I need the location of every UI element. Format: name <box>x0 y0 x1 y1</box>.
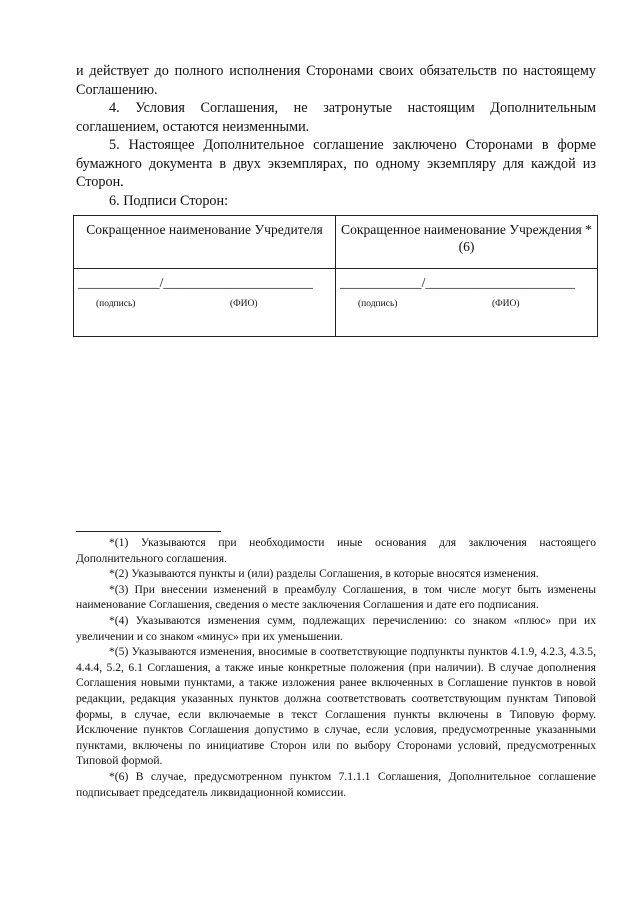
footnote-5: *(5) Указываются изменения, вносимые в соответствующие подпункты пунктов 4.1.9, 4.2.3, 4.3.5, 4.4.4, 5.2, 6.1 Соглашения, а также иные конкретные положения (при наличии). В случае дополнения Соглашения новыми пунктами, а также изложения ранее включенных в Соглашение пунктов в новой редакции, редакция указанных пунктов должна соответствовать соответствующим пунктам Типовой формы, в случае, если включаемые в текст Соглашения пункты включены в Типовую форму. Исключение пунктов Соглашения допустимо в случае, если условия, предусмотренные указанными пунктами, включены по инициативе Сторон или по выбору Сторонами условий, предусмотренных Типовой формой. <box>76 645 596 768</box>
footnote-1: *(1) Указываются при необходимости иные основания для заключения настоящего Дополнительного соглашения. <box>76 536 596 565</box>
institution-header-cell <box>336 216 598 269</box>
paragraph-4: 4. Условия Соглашения, не затронутые настоящим Дополнительным соглашением, остаются неизменными. <box>76 100 596 135</box>
footnote-6: *(6) В случае, предусмотренном пунктом 7.1.1.1 Соглашения, Дополнительное соглашение подписывает председатель ликвидационной комиссии. <box>76 769 596 799</box>
founder-header: Сокращенное наименование Учредителя <box>86 222 323 237</box>
founder-signature-cell <box>74 269 336 337</box>
institution-name-label: (ФИО) <box>492 299 520 309</box>
footnote-2: *(2) Указываются пункты и (или) разделы Соглашения, в которые вносятся изменения. <box>109 567 539 581</box>
body-text <box>76 62 596 210</box>
footnotes <box>76 535 596 800</box>
institution-signature-line: ____________/______________________ <box>340 275 575 290</box>
paragraph-continuation: и действует до полного исполнения Сторонами своих обязательств по настоящему Соглашению. <box>76 63 596 98</box>
footnote-3: *(3) При внесении изменений в преамбулу Соглашения, в том числе могут быть изменены наименование Соглашения, сведения о месте заключения Соглашения и дате его подписания. <box>76 582 596 612</box>
founder-header-cell <box>74 216 336 269</box>
founder-name-label: (ФИО) <box>230 299 258 309</box>
signature-table <box>73 215 598 337</box>
institution-header: Сокращенное наименование Учреждения *(6) <box>341 222 592 254</box>
paragraph-5: 5. Настоящее Дополнительное соглашение заключено Сторонами в форме бумажного документа в двух экземплярах, по одному экземпляру для каждой из Сторон. <box>76 137 596 190</box>
footnote-4: *(4) Указываются изменения сумм, подлежащих перечислению: со знаком «плюс» при их увеличении и со знаком «минус» при их уменьшении. <box>76 613 596 643</box>
founder-signature-label: (подпись) <box>96 299 136 309</box>
paragraph-6: 6. Подписи Сторон: <box>109 192 229 209</box>
founder-signature-line: ____________/______________________ <box>78 275 313 290</box>
institution-signature-label: (подпись) <box>358 299 398 309</box>
institution-signature-cell <box>336 269 598 337</box>
footnote-divider <box>76 531 221 532</box>
